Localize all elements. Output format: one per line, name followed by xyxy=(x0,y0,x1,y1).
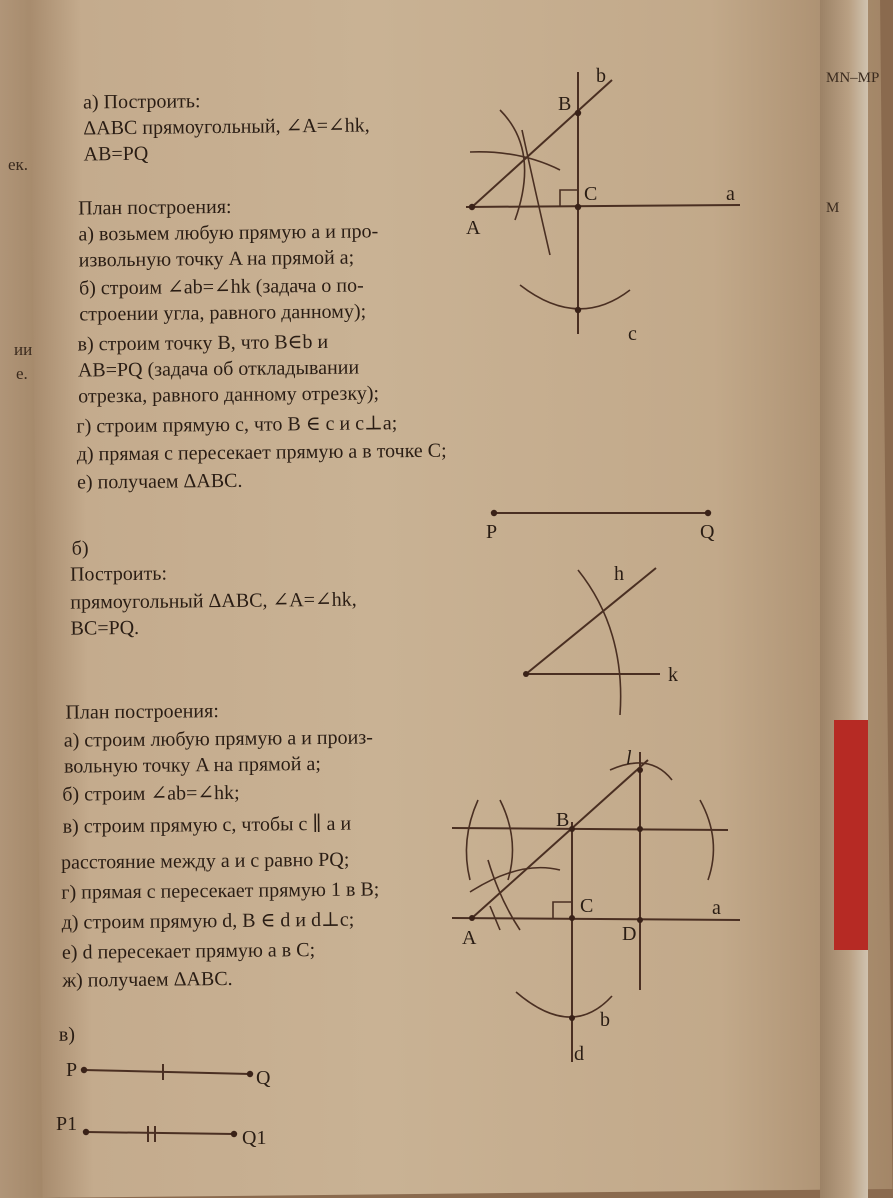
label-k: k xyxy=(668,664,678,686)
segment-pq xyxy=(84,1070,250,1074)
point-q xyxy=(247,1071,253,1077)
part-a-step: г) строим прямую c, что B ∈ c и c⊥a; xyxy=(76,412,398,438)
part-b-title: б) xyxy=(71,537,89,560)
part-a-step: строении угла, равного данному); xyxy=(79,300,367,326)
label-b-line: b xyxy=(596,65,606,87)
label-p: P xyxy=(66,1059,78,1081)
segment-pq xyxy=(486,510,715,543)
point-q1 xyxy=(231,1131,237,1137)
line-c xyxy=(452,828,728,830)
part-b-condition-1: прямоугольный ΔABC, ∠A=∠hk, xyxy=(70,588,357,614)
construction-arc xyxy=(520,285,630,309)
figure-2 xyxy=(452,747,740,1065)
part-b-subtitle: Построить: xyxy=(69,562,168,586)
construction-arc xyxy=(466,800,478,880)
point-q xyxy=(705,510,711,516)
part-b-step: расстояние между a и c равно PQ; xyxy=(60,848,350,874)
label-b: b xyxy=(600,1009,610,1031)
label-p1: P1 xyxy=(56,1113,78,1135)
part-a-step: д) прямая c пересекает прямую a в точке C; xyxy=(76,439,447,466)
right-fragment: M xyxy=(826,200,840,216)
part-c-title: в) xyxy=(58,1023,76,1046)
line-a xyxy=(466,205,740,207)
figure-3 xyxy=(56,1059,271,1149)
point-c xyxy=(575,204,581,210)
right-angle-mark xyxy=(560,190,578,207)
margin-fragment: е. xyxy=(16,364,28,383)
part-b-step: д) строим прямую d, B ∈ d и d⊥c; xyxy=(61,908,355,934)
part-b-step: б) строим ∠ab=∠hk; xyxy=(62,781,240,806)
label-point-a: A xyxy=(462,927,477,949)
label-l: l xyxy=(626,747,632,769)
part-a-step: а) возьмем любую прямую a и про- xyxy=(78,220,379,246)
part-b-step: ж) получаем ΔABC. xyxy=(62,967,233,992)
part-a-step: в) строим точку B, что B∈b и xyxy=(77,330,329,356)
label-point-c: C xyxy=(580,895,594,917)
label-q1: Q1 xyxy=(242,1127,267,1149)
label-point-b: B xyxy=(558,93,572,115)
label-point-b: B xyxy=(556,809,570,831)
label-line-a: a xyxy=(726,183,735,205)
part-a-step: б) строим ∠ab=∠hk (задача о по- xyxy=(78,274,364,300)
point-p xyxy=(81,1067,87,1073)
construction-arc xyxy=(500,800,513,880)
segment-p1q1 xyxy=(86,1132,234,1134)
part-b-step: в) строим прямую c, чтобы c ∥ a и xyxy=(62,812,352,838)
part-a-step: отрезка, равного данному отрезку); xyxy=(78,382,380,408)
point-p xyxy=(491,510,497,516)
point-d xyxy=(637,917,643,923)
part-b-plan-title: План построения: xyxy=(65,700,219,724)
part-a-step: AB=PQ (задача об откладывании xyxy=(77,356,360,382)
construction-arc xyxy=(700,800,713,880)
angle-vertex xyxy=(523,671,529,677)
point-b xyxy=(575,110,581,116)
point-c-line xyxy=(637,826,643,832)
point-l xyxy=(637,767,643,773)
label-point-a: A xyxy=(466,217,481,239)
label-h: h xyxy=(614,563,624,585)
figure-1 xyxy=(466,65,740,345)
label-d: d xyxy=(574,1043,584,1065)
point-a xyxy=(469,915,475,921)
part-a-condition-1: ΔABC прямоугольный, ∠A=∠hk, xyxy=(83,114,370,140)
point-p1 xyxy=(83,1129,89,1135)
point-a xyxy=(469,204,475,210)
angle-hk xyxy=(523,563,678,715)
label-q: Q xyxy=(700,521,715,543)
margin-fragment: ии xyxy=(14,340,33,359)
part-b-step: г) прямая c пересекает прямую 1 в B; xyxy=(61,878,380,904)
part-a-title: а) Построить: xyxy=(82,90,201,114)
point-intersection xyxy=(569,1015,575,1021)
part-b-condition-2: BC=PQ. xyxy=(70,616,140,640)
label-p: P xyxy=(486,521,498,543)
part-a-condition-2: AB=PQ xyxy=(83,142,149,166)
point-c xyxy=(569,915,575,921)
construction-arc xyxy=(516,992,612,1017)
label-line-c: c xyxy=(628,323,637,345)
part-b-step: вольную точку A на прямой a; xyxy=(63,752,321,778)
part-b-step: а) строим любую прямую a и произ- xyxy=(63,726,373,752)
part-a-step: е) получаем ΔABC. xyxy=(76,469,243,494)
label-line-a: a xyxy=(712,897,721,919)
ray-h xyxy=(526,568,656,674)
right-angle-mark xyxy=(553,902,572,918)
angle-arc xyxy=(578,570,621,715)
line-l xyxy=(472,760,648,918)
right-fragment: MN–MP xyxy=(826,70,880,86)
part-a-step: извольную точку A на прямой a; xyxy=(78,246,355,272)
point-b xyxy=(569,826,575,832)
label-q: Q xyxy=(256,1067,271,1089)
margin-fragment: ек. xyxy=(8,155,29,174)
construction-arc xyxy=(500,110,525,220)
point-c-intersection xyxy=(575,307,581,313)
part-a-plan-title: План построения: xyxy=(78,195,232,220)
part-b-step: е) d пересекает прямую a в C; xyxy=(61,939,316,964)
label-point-d: D xyxy=(622,923,637,945)
label-point-c: C xyxy=(584,183,598,205)
